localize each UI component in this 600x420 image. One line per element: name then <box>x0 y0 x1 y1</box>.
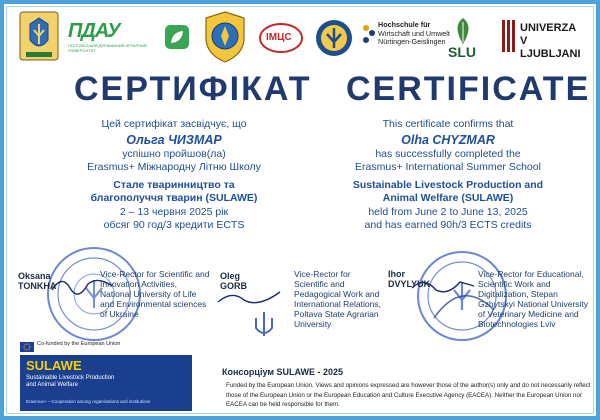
signatory-3-first: Ihor <box>388 269 405 279</box>
ukrainian-column <box>34 118 314 233</box>
en-volume: and has earned 90h/3 ECTS credits <box>364 219 532 231</box>
sulawe-subtitle-1: Sustainable Livestock Production <box>26 375 115 381</box>
slu-logo-text: SLU <box>448 44 476 60</box>
consortium-label: Консорціум SULAWE - 2025 <box>222 367 344 377</box>
signatory-1-name <box>18 271 56 291</box>
trident-icon <box>252 310 276 340</box>
pdau-logo-text: ПДАУ <box>68 20 120 42</box>
title-english: CERTIFICATE <box>346 70 591 108</box>
nulesu-emblem-logo <box>18 10 60 62</box>
pdau-logo-subtitle: ПОЛТАВСЬКИЙ ДЕРЖАВНИЙ АГРАРНИЙ УНІВЕРСИТЕТ <box>68 43 147 53</box>
en-recipient-name: Olha CHYZMAR <box>401 132 495 147</box>
lviv-vet-logo <box>314 16 354 60</box>
pdau-logo <box>68 20 158 53</box>
ul-logo-mark <box>500 18 516 54</box>
signatory-3-last: DVYLYUK <box>388 279 431 289</box>
en-intro: This certificate confirms that <box>382 118 514 130</box>
english-column <box>308 118 588 233</box>
en-course-2: Animal Welfare (SULAWE) <box>382 192 514 204</box>
leaf-logo <box>164 24 190 50</box>
hfwu-logo <box>378 21 450 47</box>
sulawe-title: SULAWE <box>26 358 82 373</box>
poltava-emblem-logo <box>202 10 248 64</box>
ua-volume: обсяг 90 год/3 кредити ECTS <box>103 219 245 231</box>
en-school: Erasmus+ International Summer School <box>355 161 541 173</box>
ua-school: Erasmus+ Міжнародну Літню Школу <box>87 161 261 173</box>
hfwu-line-3: Nürtingen-Geislingen <box>378 37 446 46</box>
hfwu-logo-mark <box>360 22 378 48</box>
signatory-3-role: Vice-Rector for Educational, Scientific Work and Digitalization, Stepan Gzhytskyi National University of Veterinary Medicine and Biotechnologies Lviv <box>478 269 589 329</box>
signatory-2-name <box>220 271 247 291</box>
hfwu-line-2: Wirtschaft und Umwelt <box>378 28 450 38</box>
eu-flag-icon <box>20 342 34 352</box>
en-dates: held from June 2 to June 13, 2025 <box>368 205 528 218</box>
logo-row <box>16 10 588 66</box>
signatory-3-name <box>388 269 430 289</box>
slu-leaf-icon <box>448 16 478 46</box>
sulawe-banner <box>20 355 192 411</box>
erasmus-line: Erasmus+ – Cooperation among organisations and institutions <box>26 399 151 404</box>
en-course-1: Sustainable Livestock Production and <box>352 178 544 191</box>
signatory-1-role: Vice-Rector for Scientific and Innovation Activities, National University of Life and Environmental sciences of Ukraine <box>100 269 210 319</box>
ua-course-2: благополуччя тварин (SULAWE) <box>90 192 258 204</box>
sulawe-subtitle <box>26 375 114 389</box>
ua-recipient-name: Ольга ЧИЗМАР <box>126 132 222 147</box>
funding-disclaimer: Funded by the European Union. Views and opinions expressed are however those of the author(s) only and do not necessarily reflect those of the European Union or the European Education and Culture Executive Agency (EACEA). Neither the European Union nor EACEA can be held responsible for them. <box>226 382 591 408</box>
signatory-2-role: Vice-Rector for Scientific and Pedagogical Work and International Relations, Poltava State Agrarian University <box>294 269 381 329</box>
ua-intro: Цей сертифікат засвідчує, що <box>101 118 247 130</box>
ul-logo <box>520 22 588 61</box>
ua-dates: 2 – 13 червня 2025 рік <box>119 205 229 218</box>
title-ukrainian: СЕРТИФІКАТ <box>74 70 312 108</box>
en-completed: has successfully completed the <box>375 147 521 160</box>
ul-line-2: V LJUBLJANI <box>520 35 581 60</box>
sulawe-subtitle-2: and Animal Welfare <box>26 382 78 388</box>
signatory-2-last: GORB <box>220 281 247 291</box>
eu-cofunded-text: Co-funded by the European Union <box>37 341 121 347</box>
signatory-1-last: TONKHA <box>18 281 57 291</box>
ul-line-1: UNIVERZA <box>520 22 577 34</box>
signatory-1-first: Oksana <box>18 271 51 281</box>
signatory-2-first: Oleg <box>220 271 241 281</box>
hfwu-line-1: Hochschule für <box>378 20 431 29</box>
eu-funding-block <box>20 341 192 411</box>
ua-completed: успішно пройшов(ла) <box>122 147 226 160</box>
ua-course-1: Стале тваринництво та <box>113 178 235 191</box>
imcs-logo-text: ІМЦС <box>266 32 292 43</box>
